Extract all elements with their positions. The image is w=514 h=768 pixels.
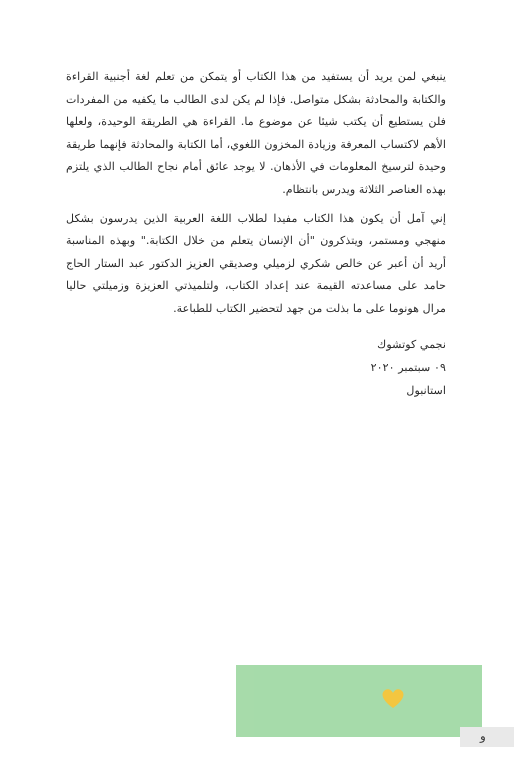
signature-place: استانبول xyxy=(406,383,446,397)
paragraph-acknowledgements: إني آمل أن يكون هذا الكتاب مفيدا لطلاب اللغة العربية الذين يدرسون بشكل منهجي ومستمر، ويتذكرون "أن الإنسان يتعلم من خلال الكتابة." وبهذه المناسبة أريد أن أعبر عن خالص شكري لزميلي وصديقي العزيز الدكتور عبد الستار الحاج حامد على مساعدته القيمة عند إعداد الكتاب، ولتلميذتي العزيزة وزميلتي حاليا مرال هونوما على ما بذلت من جهد لتحضير الكتاب للطباعة. xyxy=(66,211,446,315)
signature-date: ٠٩ سبتمبر ٢٠٢٠ xyxy=(370,360,446,374)
body-text xyxy=(66,66,446,402)
page-number-tab xyxy=(460,727,514,747)
heart-icon xyxy=(380,685,406,711)
author-name: نجمي كوتشوك xyxy=(377,337,446,351)
page-number: و xyxy=(480,729,486,743)
watermark-logo xyxy=(236,665,482,737)
signature-block xyxy=(66,333,446,402)
paragraph-intro: ينبغي لمن يريد أن يستفيد من هذا الكتاب أو يتمكن من تعلم لغة أجنبية القراءة والكتابة والمحادثة بشكل متواصل. فإذا لم يكن لدى الطالب ما يكفيه من المفردات فلن يستطيع أن يكتب شيئا عن موضوع ما. القراءة هي الطريقة الوحيدة، ولعلها الأهم لاكتساب المعرفة وزيادة المخزون اللغوي، أما الكتابة والمحادثة فإنهما طريقة وحيدة لترسيخ المعلومات في الأذهان. لا يوجد عائق أمام نجاح الطالب الذي يلتزم بهذه العناصر الثلاثة ويدرس بانتظام. xyxy=(66,70,446,196)
